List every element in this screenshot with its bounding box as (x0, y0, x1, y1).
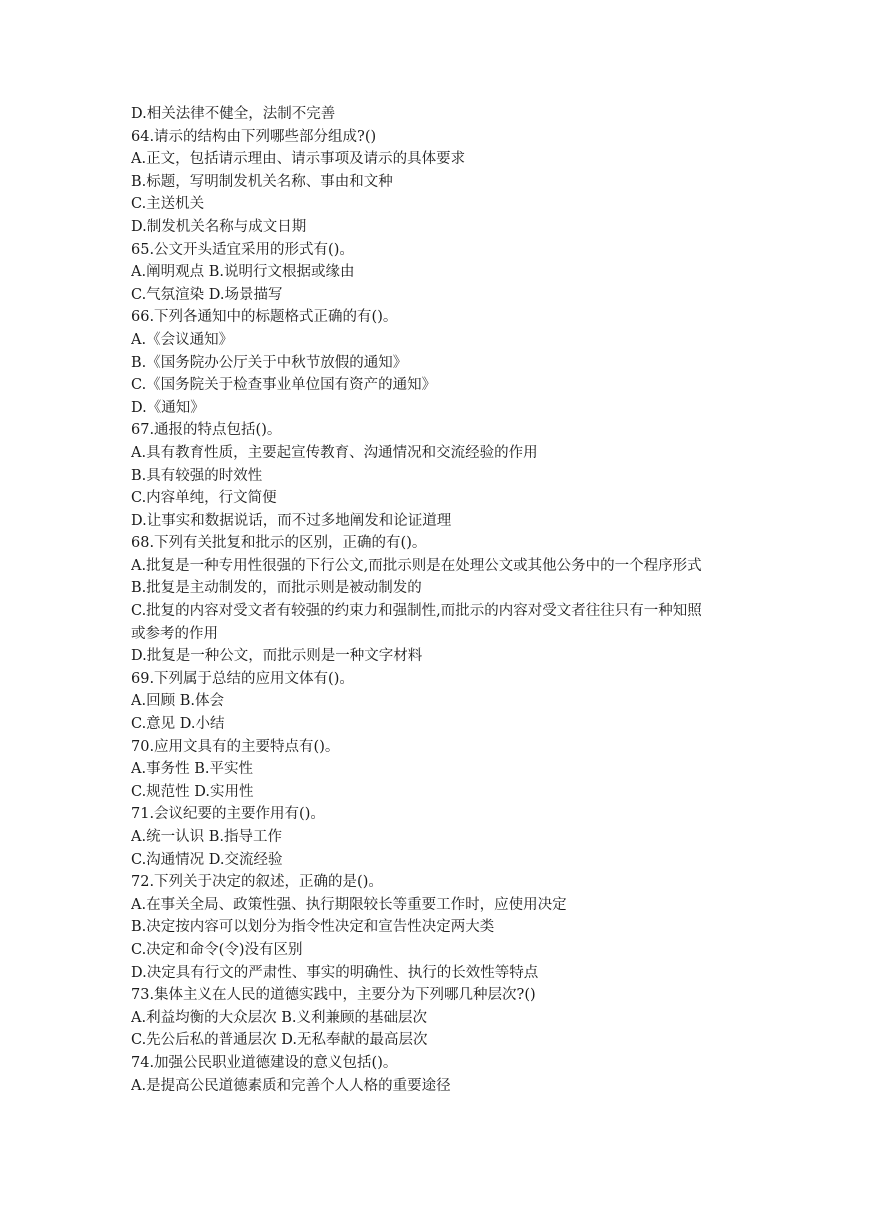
option-line: B.《国务院办公厅关于中秋节放假的通知》 (131, 354, 408, 371)
option-line: C.气氛渲染 D.场景描写 (131, 286, 283, 303)
option-line: A.回顾 B.体会 (131, 693, 224, 710)
question-64: 64.请示的结构由下列哪些部分组成?() (131, 128, 377, 145)
question-65: 65.公文开头适宜采用的形式有()。 (131, 241, 354, 258)
question-70: 70.应用文具有的主要特点有()。 (131, 738, 340, 755)
question-74: 74.加强公民职业道德建设的意义包括()。 (131, 1054, 398, 1071)
option-line: A.利益均衡的大众层次 B.义利兼顾的基础层次 (131, 1009, 427, 1026)
document-body (131, 103, 743, 1097)
option-line: C.决定和命令(令)没有区别 (131, 941, 303, 958)
option-line: B.具有较强的时效性 (131, 467, 263, 484)
question-69: 69.下列属于总结的应用文体有()。 (131, 670, 354, 687)
option-line: A.阐明观点 B.说明行文根据或缘由 (131, 264, 355, 281)
option-line: C.主送机关 (131, 196, 205, 213)
option-line: D.让事实和数据说话，而不过多地阐发和论证道理 (131, 512, 452, 529)
option-line: A.统一认识 B.指导工作 (131, 829, 282, 845)
option-line: D.相关法律不健全，法制不完善 (131, 106, 336, 122)
option-line: A.事务性 B.平实性 (131, 761, 253, 778)
option-line: C.批复的内容对受文者有较强的约束力和强制性,而批示的内容对受文者往往只有一种知照 (131, 603, 702, 620)
option-line: B.决定按内容可以划分为指令性决定和宣告性决定两大类 (131, 919, 495, 936)
option-line: D.决定具有行文的严肃性、事实的明确性、执行的长效性等特点 (131, 964, 539, 981)
question-67: 67.通报的特点包括()。 (131, 422, 282, 439)
question-68: 68.下列有关批复和批示的区别，正确的有()。 (131, 535, 427, 552)
option-line: C.沟通情况 D.交流经验 (131, 851, 283, 868)
option-line: C.规范性 D.实用性 (131, 783, 254, 800)
option-line: B.标题，写明制发机关名称、事由和文种 (131, 173, 393, 190)
option-line: A.《会议通知》 (131, 331, 234, 348)
option-line: D.制发机关名称与成文日期 (131, 218, 307, 235)
question-72: 72.下列关于决定的叙述，正确的是()。 (131, 874, 383, 891)
option-line: A.正文，包括请示理由、请示事项及请示的具体要求 (131, 151, 466, 168)
option-line: D.《通知》 (131, 399, 205, 416)
question-73: 73.集体主义在人民的道德实践中，主要分为下列哪几种层次?() (131, 987, 536, 1004)
option-line: A.具有教育性质，主要起宣传教育、沟通情况和交流经验的作用 (131, 444, 538, 461)
option-line: B.批复是主动制发的，而批示则是被动制发的 (131, 580, 422, 597)
option-line: C.意见 D.小结 (131, 716, 225, 733)
option-line: A.是提高公民道德素质和完善个人人格的重要途径 (131, 1077, 451, 1094)
question-71: 71.会议纪要的主要作用有()。 (131, 806, 325, 823)
option-line: C.《国务院关于检查事业单位国有资产的通知》 (131, 377, 437, 394)
option-line-continuation: 或参考的作用 (131, 625, 218, 642)
option-line: C.内容单纯，行文简便 (131, 490, 277, 507)
option-line: A.在事关全局、政策性强、执行期限较长等重要工作时，应使用决定 (131, 896, 567, 913)
option-line: D.批复是一种公文，而批示则是一种文字材料 (131, 648, 423, 665)
question-66: 66.下列各通知中的标题格式正确的有()。 (131, 309, 398, 326)
option-line: C.先公后私的普通层次 D.无私奉献的最高层次 (131, 1032, 428, 1049)
option-line: A.批复是一种专用性很强的下行公文,而批示则是在处理公文或其他公务中的一个程序形式 (131, 557, 702, 574)
